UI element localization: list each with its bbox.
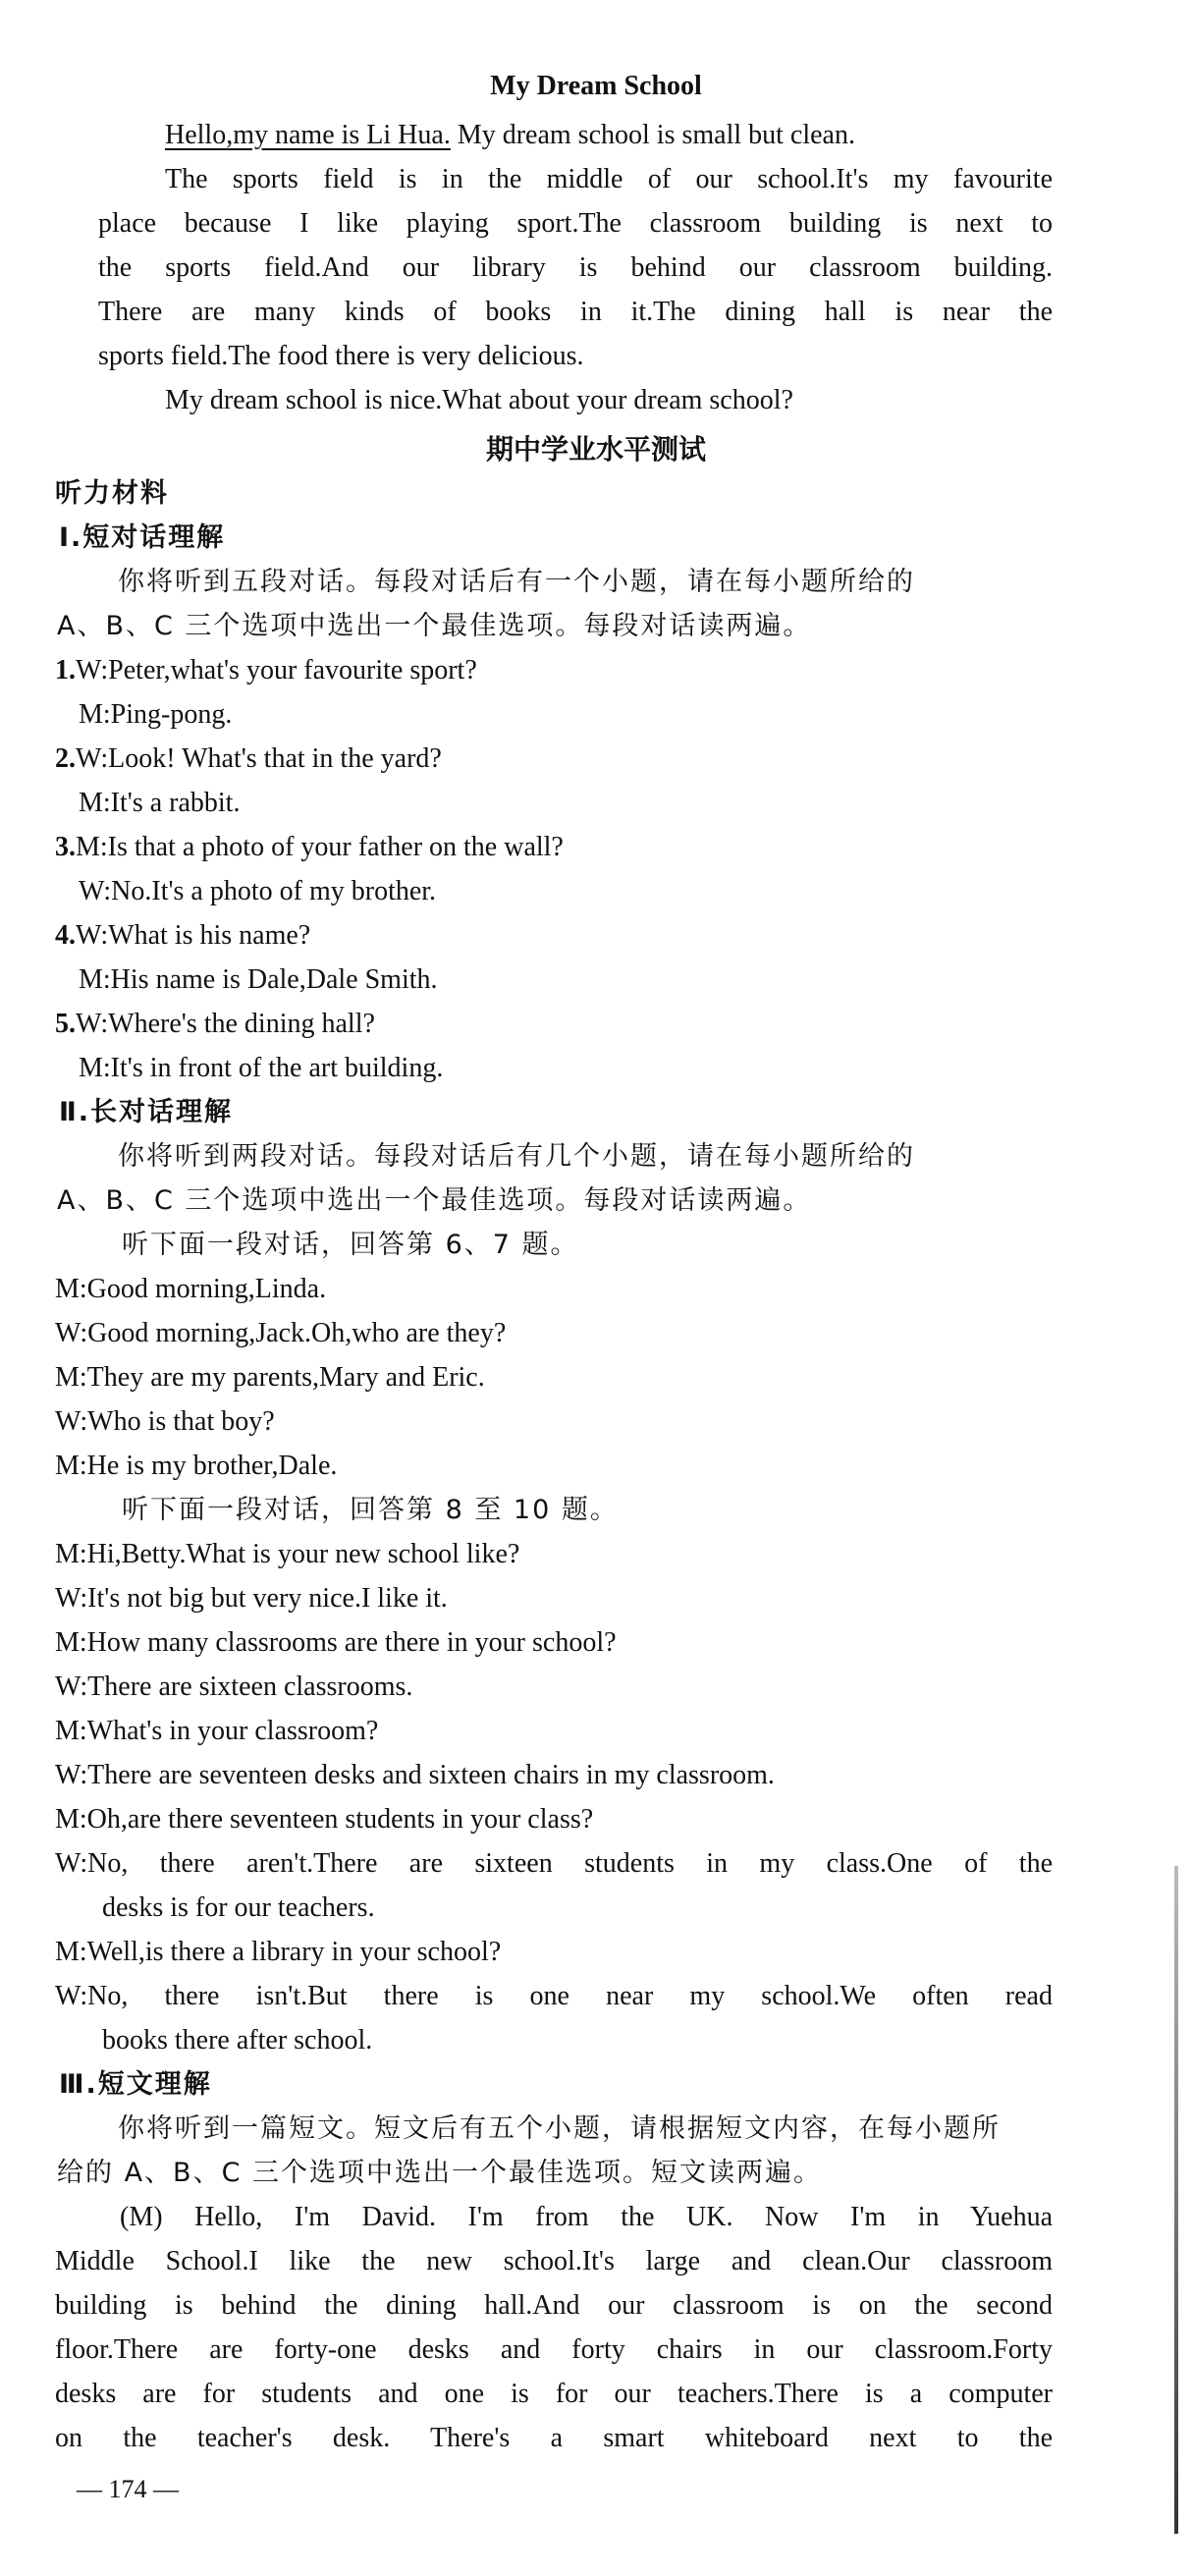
dialog1-line-1: M:Good morning,Linda. xyxy=(55,1274,327,1304)
part3-heading: Ⅲ.短文理解 xyxy=(59,2069,212,2100)
q1-text: W:Peter,what's your favourite sport? xyxy=(76,655,477,685)
dialog1-line-3: M:They are my parents,Mary and Eric. xyxy=(55,1362,485,1393)
page-edge-shadow xyxy=(1174,1866,1178,2534)
page-number: — 174 — xyxy=(77,2475,179,2503)
dialog2-line-3: M:How many classrooms are there in your school? xyxy=(55,1627,617,1658)
dialog2-line-7: M:Oh,are there seventeen students in your class? xyxy=(55,1804,594,1835)
part1-instructions-line-2: A、B、C 三个选项中选出一个最佳选项。每段对话读两遍。 xyxy=(57,611,812,641)
q2-number: 2. xyxy=(55,743,76,774)
dialog1-line-2: W:Good morning,Jack.Oh,who are they? xyxy=(55,1318,507,1348)
q4-number: 4. xyxy=(55,920,76,951)
passage-line-2: Middle School.I like the new school.It's large and clean.Our classroom xyxy=(55,2246,1053,2276)
q5-answer: M:It's in front of the art building. xyxy=(79,1053,444,1083)
q4-question xyxy=(55,916,1027,956)
part1-instructions-line-1: 你将听到五段对话。每段对话后有一个小题，请在每小题所给的 xyxy=(118,567,915,597)
q3-number: 3. xyxy=(55,832,76,862)
passage-line-4: floor.There are forty-one desks and forty chairs in our classroom.Forty xyxy=(55,2334,1053,2365)
dialog2-line-2: W:It's not big but very nice.I like it. xyxy=(55,1583,448,1614)
dialog1-line-4: W:Who is that boy? xyxy=(55,1406,275,1437)
dialog2-intro: 听下面一段对话，回答第 8 至 10 题。 xyxy=(122,1495,619,1525)
part3-instructions-line-2: 给的 A、B、C 三个选项中选出一个最佳选项。短文读两遍。 xyxy=(57,2158,823,2188)
dialog2-line-6: W:There are seventeen desks and sixteen chairs in my classroom. xyxy=(55,1760,775,1790)
q2-question xyxy=(55,740,1027,779)
q3-text: M:Is that a photo of your father on the wall? xyxy=(76,832,564,862)
essay-line-1-rest: My dream school is small but clean. xyxy=(450,120,855,150)
q4-text: W:What is his name? xyxy=(76,920,311,951)
dialog1-line-5: M:He is my brother,Dale. xyxy=(55,1451,338,1481)
dialog2-line-5: M:What's in your classroom? xyxy=(55,1716,379,1746)
part3-instructions-line-1: 你将听到一篇短文。短文后有五个小题，请根据短文内容，在每小题所 xyxy=(118,2113,1001,2144)
q3-question xyxy=(55,828,1027,867)
q4-answer: M:His name is Dale,Dale Smith. xyxy=(79,964,438,995)
passage-line-3: building is behind the dining hall.And our classroom is on the second xyxy=(55,2290,1053,2321)
dialog2-line-4: W:There are sixteen classrooms. xyxy=(55,1672,413,1702)
dialog2-line-9: M:Well,is there a library in your school? xyxy=(55,1937,502,1967)
essay-line-5: There are many kinds of books in it.The dining hall is near the xyxy=(98,297,1053,327)
essay-intro-underlined: Hello,my name is Li Hua. xyxy=(165,120,451,150)
essay-line-7: My dream school is nice.What about your dream school? xyxy=(165,385,793,415)
part2-instructions-line-2: A、B、C 三个选项中选出一个最佳选项。每段对话读两遍。 xyxy=(57,1185,812,1216)
essay-line-6: sports field.The food there is very delicious. xyxy=(98,341,584,371)
part1-heading: Ⅰ.短对话理解 xyxy=(59,522,226,553)
dialog2-line-10: W:No, there isn't.But there is one near my school.We often read xyxy=(55,1981,1053,2011)
essay-line-3: place because I like playing sport.The classroom building is next to xyxy=(98,208,1053,239)
q5-text: W:Where's the dining hall? xyxy=(76,1009,375,1039)
dialog2-line-8: W:No, there aren't.There are sixteen students in my class.One of the xyxy=(55,1848,1053,1879)
test-title: 期中学业水平测试 xyxy=(485,433,706,466)
essay-line-4: the sports field.And our library is behind our classroom building. xyxy=(98,252,1053,283)
q2-answer: M:It's a rabbit. xyxy=(79,788,241,818)
essay-title: My Dream School xyxy=(490,71,702,101)
part2-heading: Ⅱ.长对话理解 xyxy=(59,1097,234,1127)
q2-text: W:Look! What's that in the yard? xyxy=(76,743,442,774)
q3-answer: W:No.It's a photo of my brother. xyxy=(79,876,437,906)
q5-number: 5. xyxy=(55,1009,76,1039)
dialog1-intro: 听下面一段对话，回答第 6、7 题。 xyxy=(122,1230,579,1260)
dialog2-line-8-continued: desks is for our teachers. xyxy=(102,1892,375,1923)
q5-question xyxy=(55,1005,1027,1044)
essay-line-2: The sports field is in the middle of our school.It's my favourite xyxy=(165,164,1053,194)
q1-number: 1. xyxy=(55,655,76,685)
dialog2-line-1: M:Hi,Betty.What is your new school like? xyxy=(55,1539,520,1569)
passage-line-6: on the teacher's desk. There's a smart whiteboard next to the xyxy=(55,2423,1053,2453)
dialog2-line-10-continued: books there after school. xyxy=(102,2025,373,2055)
passage-line-1: (M) Hello, I'm David. I'm from the UK. Now I'm in Yuehua xyxy=(120,2202,1053,2232)
q1-question xyxy=(55,651,1027,690)
listening-heading: 听力材料 xyxy=(55,478,169,509)
passage-line-5: desks are for students and one is for our teachers.There is a computer xyxy=(55,2379,1053,2409)
essay-line-1 xyxy=(165,116,1053,155)
part2-instructions-line-1: 你将听到两段对话。每段对话后有几个小题，请在每小题所给的 xyxy=(118,1141,915,1172)
q1-answer: M:Ping-pong. xyxy=(79,699,233,730)
